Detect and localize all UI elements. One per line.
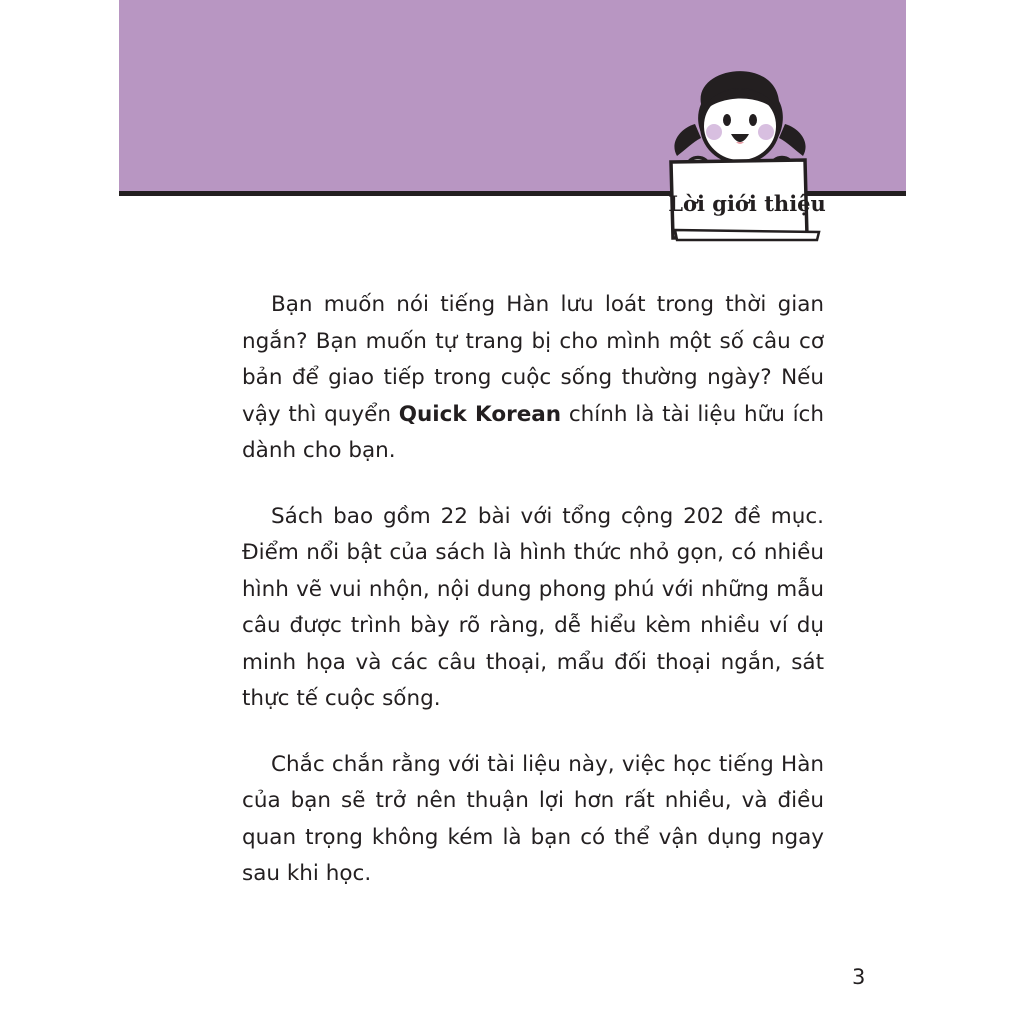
text-line: Sách bao gồm 22 bài với tổng cộng 202 đề mục. [271,503,824,529]
text-segment: chính là tài liệu hữu ích [561,401,824,427]
book-page [119,0,906,1024]
text-line: Điểm nổi bật của sách là hình thức nhỏ gọn, có nhiều [242,540,824,565]
text-line: ngắn? Bạn muốn tự trang bị cho mình một số câu cơ [242,328,824,354]
paragraph-3 [242,747,824,893]
text-line: hình vẽ vui nhộn, nội dung phong phú với những mẫu [242,576,824,602]
text-line: Chắc chắn rằng với tài liệu này, việc học tiếng Hàn [271,751,824,777]
section-title: Lời giới thiệu [668,191,826,216]
paragraph-1 [242,287,824,470]
text-line: dành cho bạn. [242,438,396,463]
text-line: Bạn muốn nói tiếng Hàn lưu loát trong thời gian [271,292,824,317]
intro-text [242,287,824,922]
text-line: câu được trình bày rõ ràng, dễ hiểu kèm nhiều ví dụ [242,613,824,638]
text-line: minh họa và các câu thoại, mẩu đối thoại ngắn, sát [242,649,824,675]
book-title-emphasis: Quick Korean [398,401,562,427]
paragraph-2 [242,499,824,718]
text-line: thực tế cuộc sống. [242,686,441,711]
text-line: của bạn sẽ trở nên thuận lợi hơn rất nhiều, và điều [242,788,824,813]
text-segment: vậy thì quyển [242,401,399,427]
text-line: bản để giao tiếp trong cuộc sống thường ngày? Nếu [242,365,824,390]
text-line-with-emphasis [242,397,824,434]
page-number: 3 [852,965,866,989]
text-line: sau khi học. [242,861,372,886]
text-line: quan trọng không kém là bạn có thể vận dụng ngay [242,824,824,850]
